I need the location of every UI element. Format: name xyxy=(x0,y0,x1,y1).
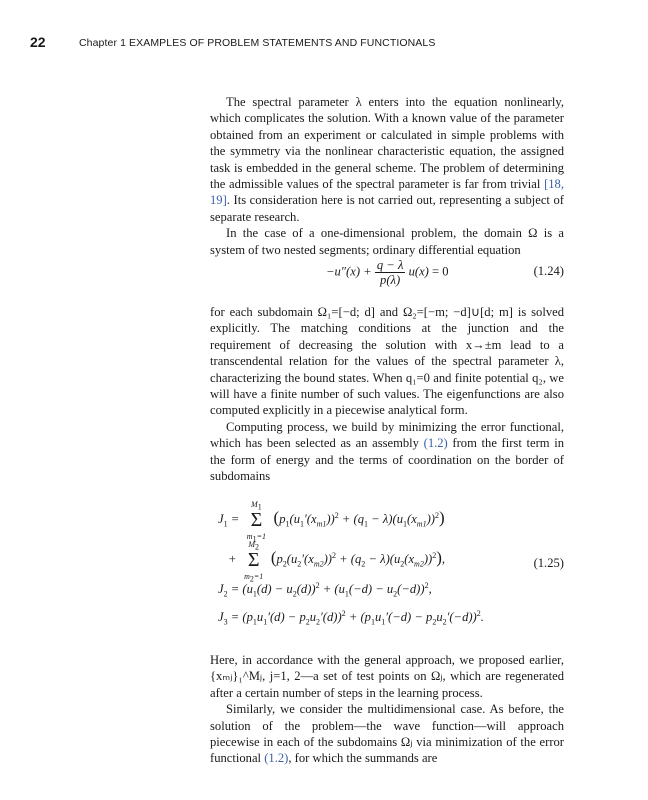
citation-link[interactable]: (1.2) xyxy=(264,751,289,766)
paragraph-one-dimensional: In the case of a one-dimensional problem, the domain Ω is a system of two nested segments; ordinary differential equation xyxy=(210,226,564,257)
paragraph-spectral-parameter: The spectral parameter λ enters into the equation nonlinearly, which complicates the solution. With a known value of the parameter obtained from an experiment or calculated in simple problems with the symmetry via the nonlinear characteristic equation, the assigned task is embedded in the general scheme. The problem of determining the admissible values of the spectral parameter is far from trivial [18, 19]. Its consideration here is not carried out, representing a subject of separate research. xyxy=(210,95,564,224)
equation-number: (1.25) xyxy=(533,556,564,570)
paragraph-subdomains: for each subdomain Ω₁=[−d; d] and Ω₂=[−m; −d]∪[d; m] is solved explicitly. The matching conditions at the junction and the requirement of decreasing the solution with x→±m lead to a transcendental relation for the values of the spectral parameter λ, characterizing the bound states. When q₁=0 and finite potential q₂, we will have a finite number of such values. The eigenfunctions are also computed explicitly in a piecewise analytical form. xyxy=(210,305,564,418)
equation-1-24: −u″(x) + $\frac{q - \lambda}{p(\lambda)}$ u(x) = 0 (1.24) xyxy=(326,258,564,287)
citation-link[interactable]: (1.2) xyxy=(423,436,448,451)
equation-1-25: $J_1$ = $M_1$ Σ $m_1=1$ $(p_1(u_1'(x_{m1}))^2 + (q_1 - \lambda)(u_1(x_{m1}))^2)$ + $M_2$ Σ $m_2=1$ $(p_2(u_2'(x_{m2}))^2 + (q_2 - \lambda)(u_2(x_{m2}))^2)$, (1.25) $J_2 = (u_1(d) - u_2(d))^2 + (u_1(-d) - u_2(-d))^2$, $J_3 = (p_1u_1'(d) - p_2u_2'(d))^2 + (p_1u_1'(-d) - p_2u_2'(-d))^2$. xyxy=(218,500,564,627)
page-number: 22 xyxy=(30,34,46,50)
citation-link[interactable]: [18, 19] xyxy=(210,177,564,208)
text-block-bottom xyxy=(210,652,564,767)
paragraph-computing-process: Computing process, we build by minimizing the error functional, which has been selected as an assembly (1.2) from the first term in the form of energy and the terms of coordination on the border of subdomains xyxy=(210,419,564,484)
paragraph-multidimensional: Similarly, we consider the multidimensional case. As before, the solution of the problem—the wave function—will approach piecewise in each of the subdomains Ωⱼ via minimization of the error functional (1.2), for which the summands are xyxy=(210,702,564,766)
chapter-title: Chapter 1 EXAMPLES OF PROBLEM STATEMENTS AND FUNCTIONALS xyxy=(79,37,436,49)
equation-number: (1.24) xyxy=(533,264,564,278)
running-header xyxy=(30,34,610,52)
paragraph-test-points: Here, in accordance with the general approach, we proposed earlier, {xₘⱼ}₁^Mⱼ, j=1, 2—a set of test points on Ωⱼ, which are regenerated after a certain number of steps in the learning process. xyxy=(210,653,564,700)
text-block-top xyxy=(210,94,564,258)
text-block-middle xyxy=(210,304,564,484)
